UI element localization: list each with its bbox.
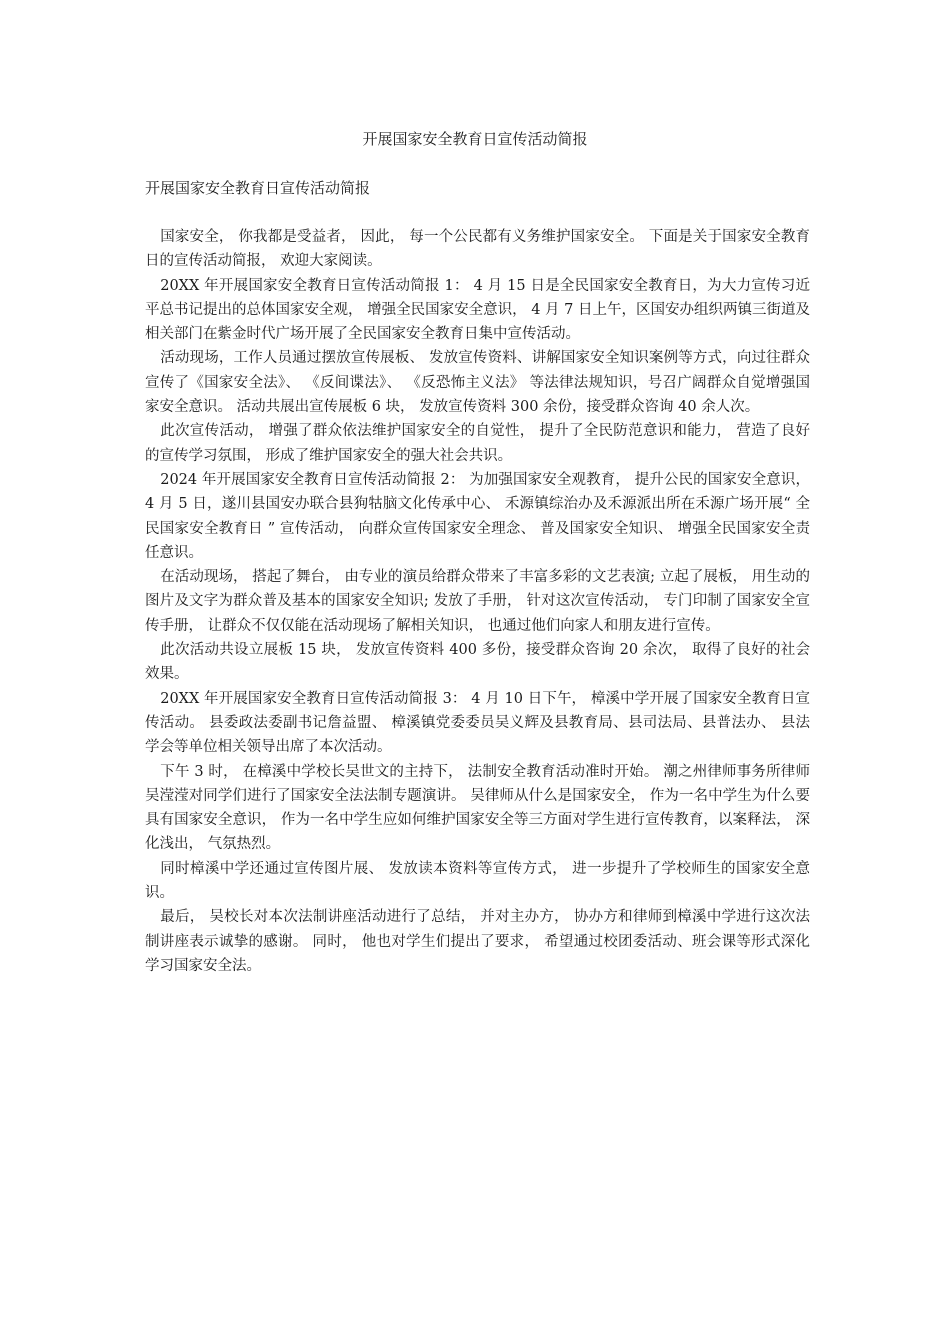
document-title: 开展国家安全教育日宣传活动简报 bbox=[362, 130, 588, 148]
document-body bbox=[145, 225, 810, 978]
body-paragraph: 在活动现场， 搭起了舞台， 由专业的演员给群众带来了丰富多彩的文艺表演; 立起了展板， 用生动的图片及文字为群众普及基本的国家安全知识; 发放了手册， 针对这次宣传活动， 专门印制了国家安全宣传手册， 让群众不仅仅能在活动现场了解相关知识， 也通过他们向家人和朋友进行宣传。 bbox=[145, 569, 810, 634]
body-paragraph: 同时樟溪中学还通过宣传图片展、 发放读本资料等宣传方式， 进一步提升了学校师生的国家安全意识。 bbox=[145, 860, 810, 902]
body-paragraph: 国家安全， 你我都是受益者， 因此， 每一个公民都有义务维护国家安全。 下面是关于国家安全教育日的宣传活动简报， 欢迎大家阅读。 bbox=[145, 229, 810, 270]
body-paragraph: 20XX 年开展国家安全教育日宣传活动简报 1： 4 月 15 日是全民国家安全教育日，为大力宣传习近平总书记提出的总体国家安全观， 增强全民国家安全意识， 4 月 7 日上午，区国安办组织两镇三街道及相关部门在紫金时代广场开展了全民国家安全教育日集中宣传活动。 bbox=[145, 277, 810, 343]
body-paragraph: 下午 3 时， 在樟溪中学校长吴世文的主持下， 法制安全教育活动准时开始。 潮之州律师事务所律师吴滢滢对同学们进行了国家安全法法制专题演讲。 吴律师从什么是国家安全， 作为一名中学生为什么要具有国家安全意识， 作为一名中学生应如何维护国家安全等三方面对学生进行宣传教育，以案释法， 深化浅出， 气氛热烈。 bbox=[145, 763, 810, 853]
body-paragraph: 此次活动共设立展板 15 块， 发放宣传资料 400 多份，接受群众咨询 20 余次， 取得了良好的社会效果。 bbox=[145, 642, 810, 683]
document-subtitle: 开展国家安全教育日宣传活动简报 bbox=[145, 179, 371, 197]
body-paragraph: 活动现场，工作人员通过摆放宣传展板、 发放宣传资料、讲解国家安全知识案例等方式，向过往群众宣传了《国家安全法》、 《反间谍法》、 《反恐怖主义法》 等法律法规知识，号召广阔群众自觉增强国家安全意识。 活动共展出宣传展板 6 块， 发放宣传资料 300 余份，接受群众咨询 40 余人次。 bbox=[145, 350, 810, 416]
body-paragraph: 此次宣传活动， 增强了群众依法维护国家安全的自觉性， 提升了全民防范意识和能力， 营造了良好的宣传学习氛围， 形成了维护国家安全的强大社会共识。 bbox=[145, 423, 810, 464]
body-paragraph: 2024 年开展国家安全教育日宣传活动简报 2： 为加强国家安全观教育， 提升公民的国家安全意识， 4 月 5 日，遂川县国安办联合县狗牯脑文化传承中心、 禾源镇综治办及禾源派出所在禾源广场开展“ 全民国家安全教育日 ” 宣传活动， 向群众宣传国家安全理念、 普及国家安全知识、 增强全民国家安全责任意识。 bbox=[145, 471, 810, 561]
body-paragraph: 20XX 年开展国家安全教育日宣传活动简报 3： 4 月 10 日下午， 樟溪中学开展了国家安全教育日宣传活动。 县委政法委副书记詹益盟、 樟溪镇党委委员吴义辉及县教育局、县司法局、县普法办、 县法学会等单位相关领导出席了本次活动。 bbox=[145, 690, 810, 756]
body-paragraph: 最后， 吴校长对本次法制讲座活动进行了总结， 并对主办方， 协办方和律师到樟溪中学进行这次法制讲座表示诚挚的感谢。 同时， 他也对学生们提出了要求， 希望通过校团委活动、班会课等形式深化学习国家安全法。 bbox=[145, 909, 810, 974]
